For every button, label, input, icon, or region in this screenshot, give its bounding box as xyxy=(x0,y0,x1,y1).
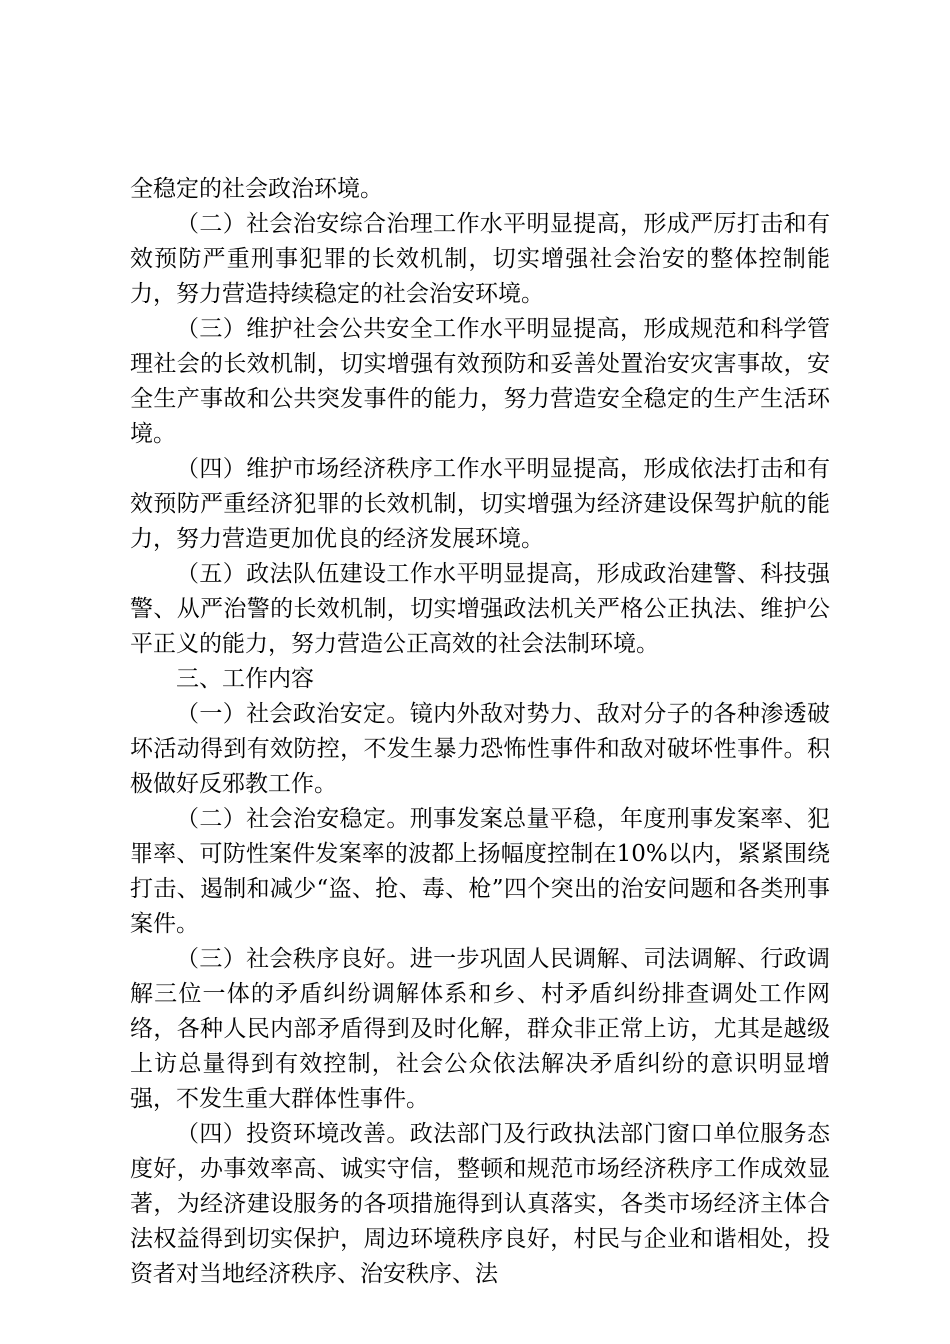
paragraph-goal-4: （四）维护市场经济秩序工作水平明显提高，形成依法打击和有效预防严重经济犯罪的长效机制，切实增强为经济建设保驾护航的能力，努力营造更加优良的经济发展环境。 xyxy=(130,456,830,552)
paragraph-goal-5: （五）政法队伍建设工作水平明显提高，形成政治建警、科技强警、从严治警的长效机制，切实增强政法机关严格公正执法、维护公平正义的能力，努力营造公正高效的社会法制环境。 xyxy=(130,561,830,657)
paragraph-goal-2: （二）社会治安综合治理工作水平明显提高，形成严厉打击和有效预防严重刑事犯罪的长效机制，切实增强社会治安的整体控制能力，努力营造持续稳定的社会治安环境。 xyxy=(130,211,830,307)
paragraph-content-3: （三）社会秩序良好。进一步巩固人民调解、司法调解、行政调解三位一体的矛盾纠纷调解体系和乡、村矛盾纠纷排查调处工作网络，各种人民内部矛盾得到及时化解，群众非正常上访，尤其是越级上访总量得到有效控制，社会公众依法解决矛盾纠纷的意识明显增强，不发生重大群体性事件。 xyxy=(130,946,830,1112)
paragraph-content-1: （一）社会政治安定。镜内外敌对势力、敌对分子的各种渗透破坏活动得到有效防控，不发生暴力恐怖性事件和敌对破坏性事件。积极做好反邪教工作。 xyxy=(130,701,830,797)
paragraph-continuation: 全稳定的社会政治环境。 xyxy=(130,176,383,202)
document-body xyxy=(130,172,830,1292)
paragraph-goal-3: （三）维护社会公共安全工作水平明显提高，形成规范和科学管理社会的长效机制，切实增强有效预防和妥善处置治安灾害事故，安全生产事故和公共突发事件的能力，努力营造安全稳定的生产生活环境。 xyxy=(130,316,830,447)
paragraph-content-4: （四）投资环境改善。政法部门及行政执法部门窗口单位服务态度好，办事效率高、诚实守信，整顿和规范市场经济秩序工作成效显著，为经济建设服务的各项措施得到认真落实，各类市场经济主体合法权益得到切实保护，周边环境秩序良好，村民与企业和谐相处，投资者对当地经济秩序、治安秩序、法 xyxy=(130,1121,830,1287)
paragraph-content-2: （二）社会治安稳定。刑事发案总量平稳，年度刑事发案率、犯罪率、可防性案件发案率的波都上扬幅度控制在10%以内，紧紧围绕打击、遏制和减少“盗、抢、毒、枪”四个突出的治安问题和各类刑事案件。 xyxy=(130,806,830,937)
section-heading: 三、工作内容 xyxy=(176,666,314,692)
